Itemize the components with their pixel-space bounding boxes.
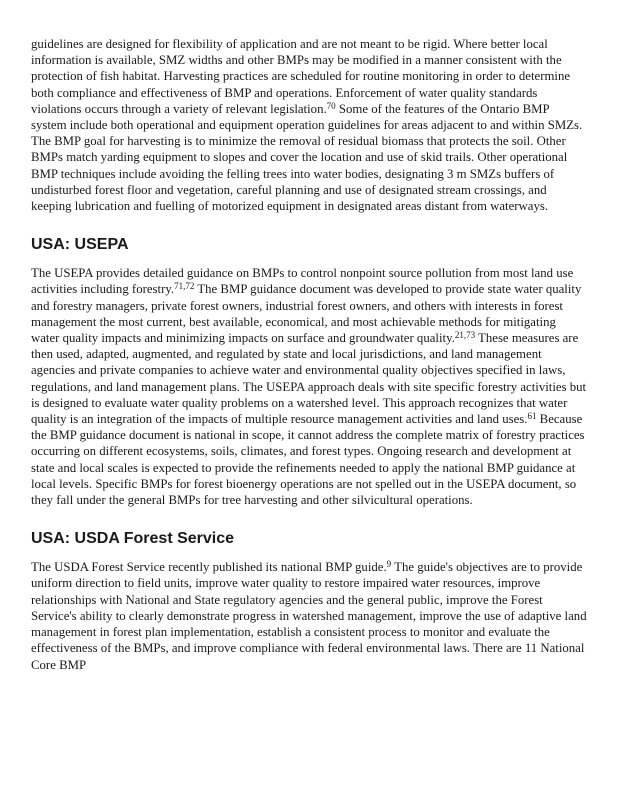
paragraph-ontario-bmp-continued: guidelines are designed for flexibility of application and are not meant to be rigid. Where better local information is available, SMZ widths and other BMPs may be modified in a manner consistent with the protection of fish habitat. Harvesting practices are scheduled for routine monitoring in order to determine both compliance and effectiveness of BMP and operations. Enforcement of water quality standards violations occurs through a variety of relevant legislation.$^{70}$ Some of the features of the Ontario BMP system include both operational and equipment operation guidelines for areas adjacent to and within SMZs. The BMP goal for harvesting is to minimize the removal of residual biomass that protects the soil. Other BMPs match yarding equipment to slopes and cover the location and use of skid trails. Other operational BMP techniques include avoiding the felling trees into water bodies, designating 3 m SMZs buffers of undisturbed forest floor and vegetation, careful planning and use of designated stream crossings, and keeping lubrication and fuelling of motorized equipment in designated areas distant from waterways.: [31, 37, 583, 214]
citation-reference: 61: [527, 411, 537, 422]
paragraph-usepa-bmp-guidance: The USEPA provides detailed guidance on BMPs to control nonpoint source pollution from most land use activities including forestry.$^{71,72}$ The BMP guidance document was developed to provide state water quality and forestry managers, private forest owners, industrial forest owners, and others with interests in forest management the most current, best available, economical, and most achievable methods for mitigating water quality impacts and minimizing impacts on surface and groundwater quality.$^{21,73}$ These measures are then used, adapted, augmented, and regulated by state and local jurisdictions, and land management agencies and private companies to achieve water and environmental quality objectives specified in laws, regulations, and land management plans. The USEPA approach deals with site specific forestry activities but is designed to evaluate water quality problems on a watershed level. This approach recognizes that water quality is an integration of the impacts of multiple resource management activities and land uses.$^{61}$ Because the BMP guidance document is national in scope, it cannot address the complete matrix of forestry practices occurring on different ecosystems, soils, climates, and forest types. Ongoing research and development at state and local scales is expected to provide the refinements needed to apply the national BMP guidance at local levels. Specific BMPs for forest bioenergy operations are not spelled out in the USEPA document, so they fall under the general BMPs for tree harvesting and other silvicultural operations.: [31, 266, 587, 508]
section-heading-usa-usepa: USA: USEPA: [31, 236, 129, 254]
citation-reference: 21,73: [454, 330, 476, 341]
citation-reference: 71,72: [174, 281, 195, 292]
citation-reference: 9: [386, 559, 392, 570]
citation-reference: 70: [326, 100, 336, 111]
page-content: [31, 36, 587, 673]
paragraph-usda-forest-service-bmp-guide: The USDA Forest Service recently published its national BMP guide.$^9$ The guide's objectives are to provide uniform direction to field units, improve water quality to restore impaired water resources, improve relationships with National and State regulatory agencies and the general public, improve the Forest Service's ability to clearly demonstrate progress in watershed management, improve the use of adaptive land management in forest plan implementation, establish a consistent process to monitor and evaluate the effectiveness of the BMPs, and improve compliance with federal environmental laws. There are 11 National Core BMP: [31, 559, 587, 672]
section-heading-usa-usda-forest-service: USA: USDA Forest Service: [31, 530, 235, 548]
